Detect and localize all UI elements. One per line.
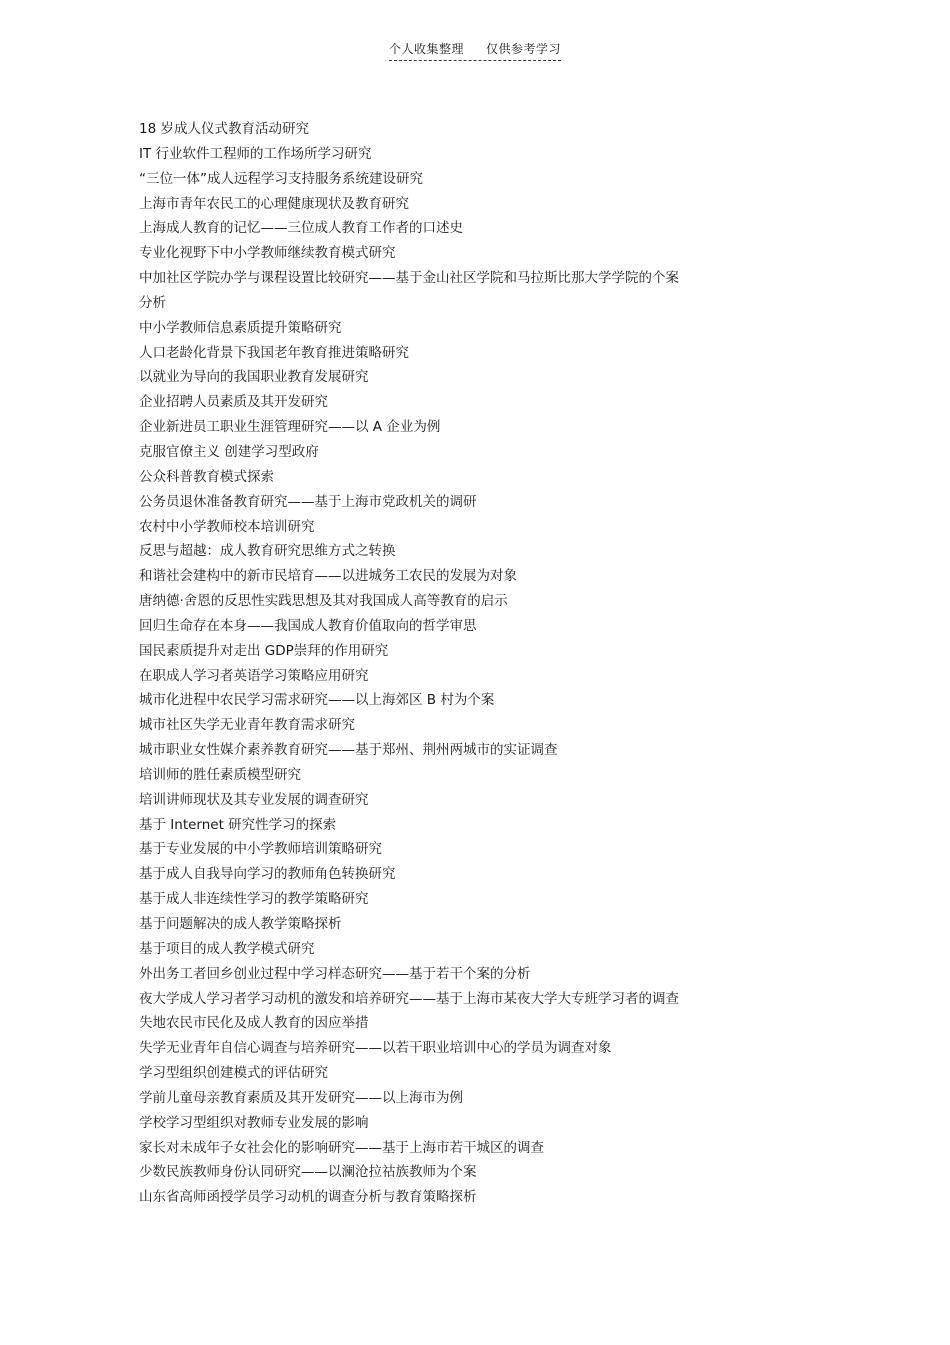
list-item: 反思与超越：成人教育研究思维方式之转换 [139,543,396,560]
header-right-text: 仅供参考学习 [486,42,562,56]
list-item: 外出务工者回乡创业过程中学习样态研究——基于若干个案的分析 [139,965,531,982]
list-item: 人口老龄化背景下我国老年教育推进策略研究 [139,344,409,361]
list-item: IT 行业软件工程师的工作场所学习研究 [139,145,372,162]
header-left-text: 个人收集整理 [388,42,464,56]
list-item: 中加社区学院办学与课程设置比较研究——基于金山社区学院和马拉斯比那大学学院的个案 [139,270,679,287]
list-item: 学前儿童母亲教育素质及其开发研究——以上海市为例 [139,1089,463,1106]
list-item: 分析 [139,294,166,311]
list-item: 基于成人非连续性学习的教学策略研究 [139,891,369,908]
list-item: 国民素质提升对走出 GDP崇拜的作用研究 [139,642,389,659]
list-item: 18 岁成人仪式教育活动研究 [139,121,309,137]
list-item: 农村中小学教师校本培训研究 [139,518,315,535]
list-item: 少数民族教师身份认同研究——以澜沧拉祜族教师为个案 [139,1164,477,1181]
list-item: 中小学教师信息素质提升策略研究 [139,319,342,336]
list-item: 失地农民市民化及成人教育的因应举措 [139,1015,369,1032]
header-text-group [389,40,561,61]
list-item: 失学无业青年自信心调查与培养研究——以若干职业培训中心的学员为调查对象 [139,1040,612,1057]
list-item: 城市社区失学无业青年教育需求研究 [139,717,355,734]
list-item: 基于成人自我导向学习的教师角色转换研究 [139,866,396,883]
list-item: 基于问题解决的成人教学策略探析 [139,916,342,932]
list-item: 和谐社会建构中的新市民培育——以进城务工农民的发展为对象 [139,568,517,585]
list-item: 培训师的胜任素质模型研究 [139,766,301,783]
list-item: 以就业为导向的我国职业教育发展研究 [139,369,369,386]
list-item: 在职成人学习者英语学习策略应用研究 [139,667,369,684]
list-item: 克服官僚主义 创建学习型政府 [139,443,319,460]
list-item: 企业新进员工职业生涯管理研究——以 A 企业为例 [139,419,441,436]
list-item: 夜大学成人学习者学习动机的激发和培养研究——基于上海市某夜大学大专班学习者的调查 [139,990,679,1007]
page-header [0,38,950,61]
list-item: 学校学习型组织对教师专业发展的影响 [139,1114,369,1131]
list-item: “三位一体”成人远程学习支持服务系统建设研究 [139,170,423,187]
list-item: 学习型组织创建模式的评估研究 [139,1065,328,1082]
list-item: 唐纳德·舍恩的反思性实践思想及其对我国成人高等教育的启示 [139,593,508,610]
list-item: 企业招聘人员素质及其开发研究 [139,394,328,411]
research-title-list [139,117,779,1210]
list-item: 回归生命存在本身——我国成人教育价值取向的哲学审思 [139,617,477,634]
list-item: 基于专业发展的中小学教师培训策略研究 [139,841,382,858]
list-item: 公务员退休准备教育研究——基于上海市党政机关的调研 [139,493,477,510]
list-item: 上海成人教育的记忆——三位成人教育工作者的口述史 [139,220,463,237]
list-item: 山东省高师函授学员学习动机的调查分析与教育策略探析 [139,1189,477,1206]
list-item: 公众科普教育模式探索 [139,468,274,485]
list-item: 专业化视野下中小学教师继续教育模式研究 [139,245,396,262]
list-item: 基于 Internet 研究性学习的探索 [139,816,337,833]
list-item: 培训讲师现状及其专业发展的调查研究 [139,791,369,808]
list-item: 上海市青年农民工的心理健康现状及教育研究 [139,195,409,212]
list-item: 城市化进程中农民学习需求研究——以上海郊区 B 村为个案 [139,692,495,709]
list-item: 家长对未成年子女社会化的影响研究——基于上海市若干城区的调查 [139,1139,544,1156]
list-item: 城市职业女性媒介素养教育研究——基于郑州、荆州两城市的实证调查 [139,742,558,759]
list-item: 基于项目的成人教学模式研究 [139,940,315,957]
